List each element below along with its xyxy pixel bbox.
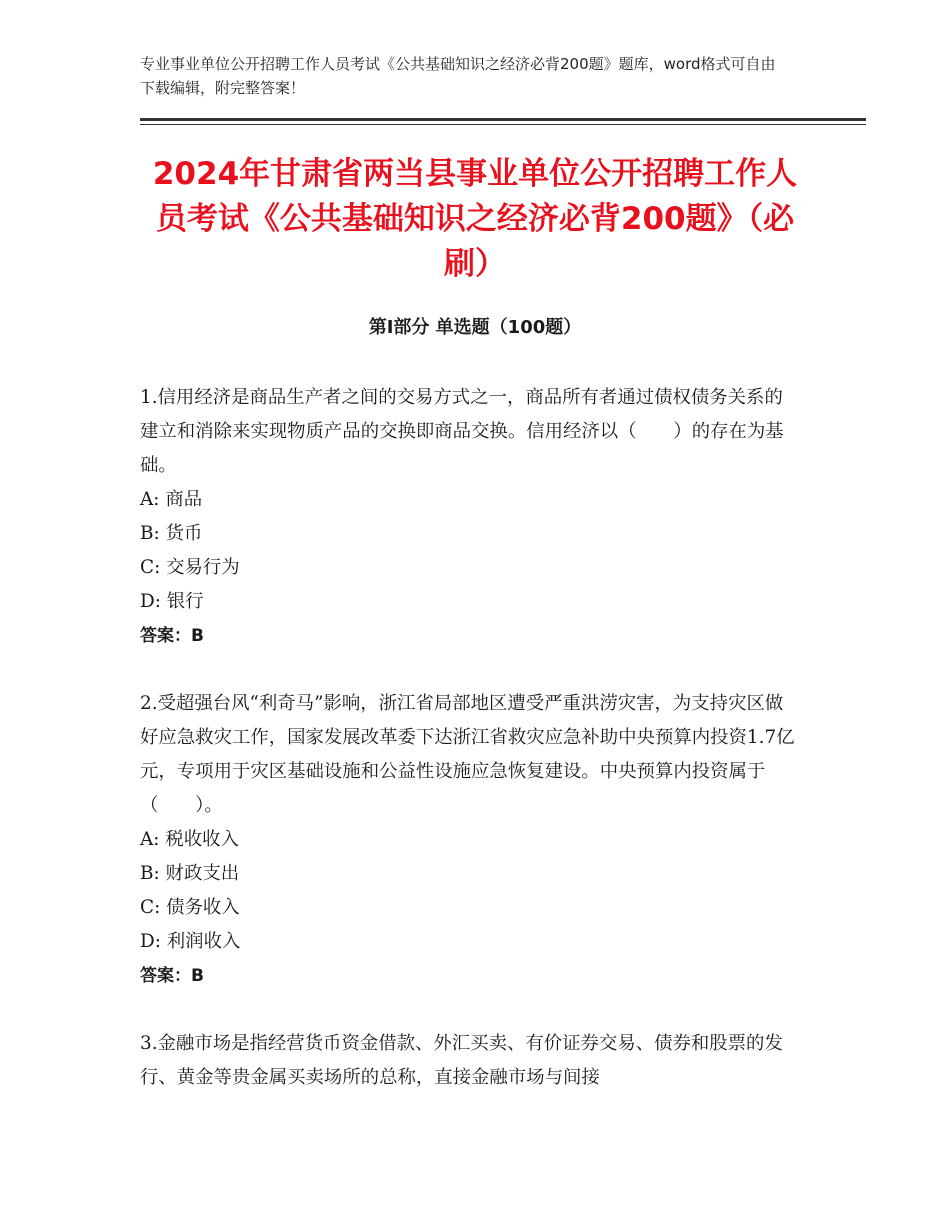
option-a: A: 商品 [140,489,203,510]
section-title: 第Ⅰ部分 单选题（100题） [368,317,582,338]
answer: 答案：B [140,966,204,986]
option-d: D: 银行 [140,591,204,612]
option-d: D: 利润收入 [140,931,241,952]
answer: 答案：B [140,626,204,646]
option-c: C: 交易行为 [140,557,240,578]
header-rule-thick [140,118,866,121]
option-a: A: 税收收入 [140,829,239,850]
document-title: 2024年甘肃省两当县事业单位公开招聘工作人员考试《公共基础知识之经济必背200题》（必刷） [152,156,798,282]
question-2 [140,687,800,993]
option-b: B: 货币 [140,523,203,544]
question-1 [140,381,800,653]
header-rule-thin [140,124,866,125]
option-b: B: 财政支出 [140,863,240,884]
question-stem: 3.金融市场是指经营货币资金借款、外汇买卖、有价证券交易、债券和股票的发行、黄金等贵金属买卖场所的总称，直接金融市场与间接 [140,1033,783,1088]
option-c: C: 债务收入 [140,897,240,918]
question-3 [140,1027,800,1095]
question-list [140,381,800,1129]
question-stem: 2.受超强台风“利奇马”影响，浙江省局部地区遭受严重洪涝灾害，为支持灾区做好应急救灾工作，国家发展改革委下达浙江省救灾应急补助中央预算内投资1.7亿元，专项用于灾区基础设施和公益性设施应急恢复建设。中央预算内投资属于（ ）。 [140,693,795,816]
question-stem: 1.信用经济是商品生产者之间的交易方式之一，商品所有者通过债权债务关系的建立和消除来实现物质产品的交换即商品交换。信用经济以（ ）的存在为基础。 [140,387,784,476]
header-note: 专业事业单位公开招聘工作人员考试《公共基础知识之经济必背200题》题库，word格式可自由下载编辑，附完整答案！ [140,55,776,97]
